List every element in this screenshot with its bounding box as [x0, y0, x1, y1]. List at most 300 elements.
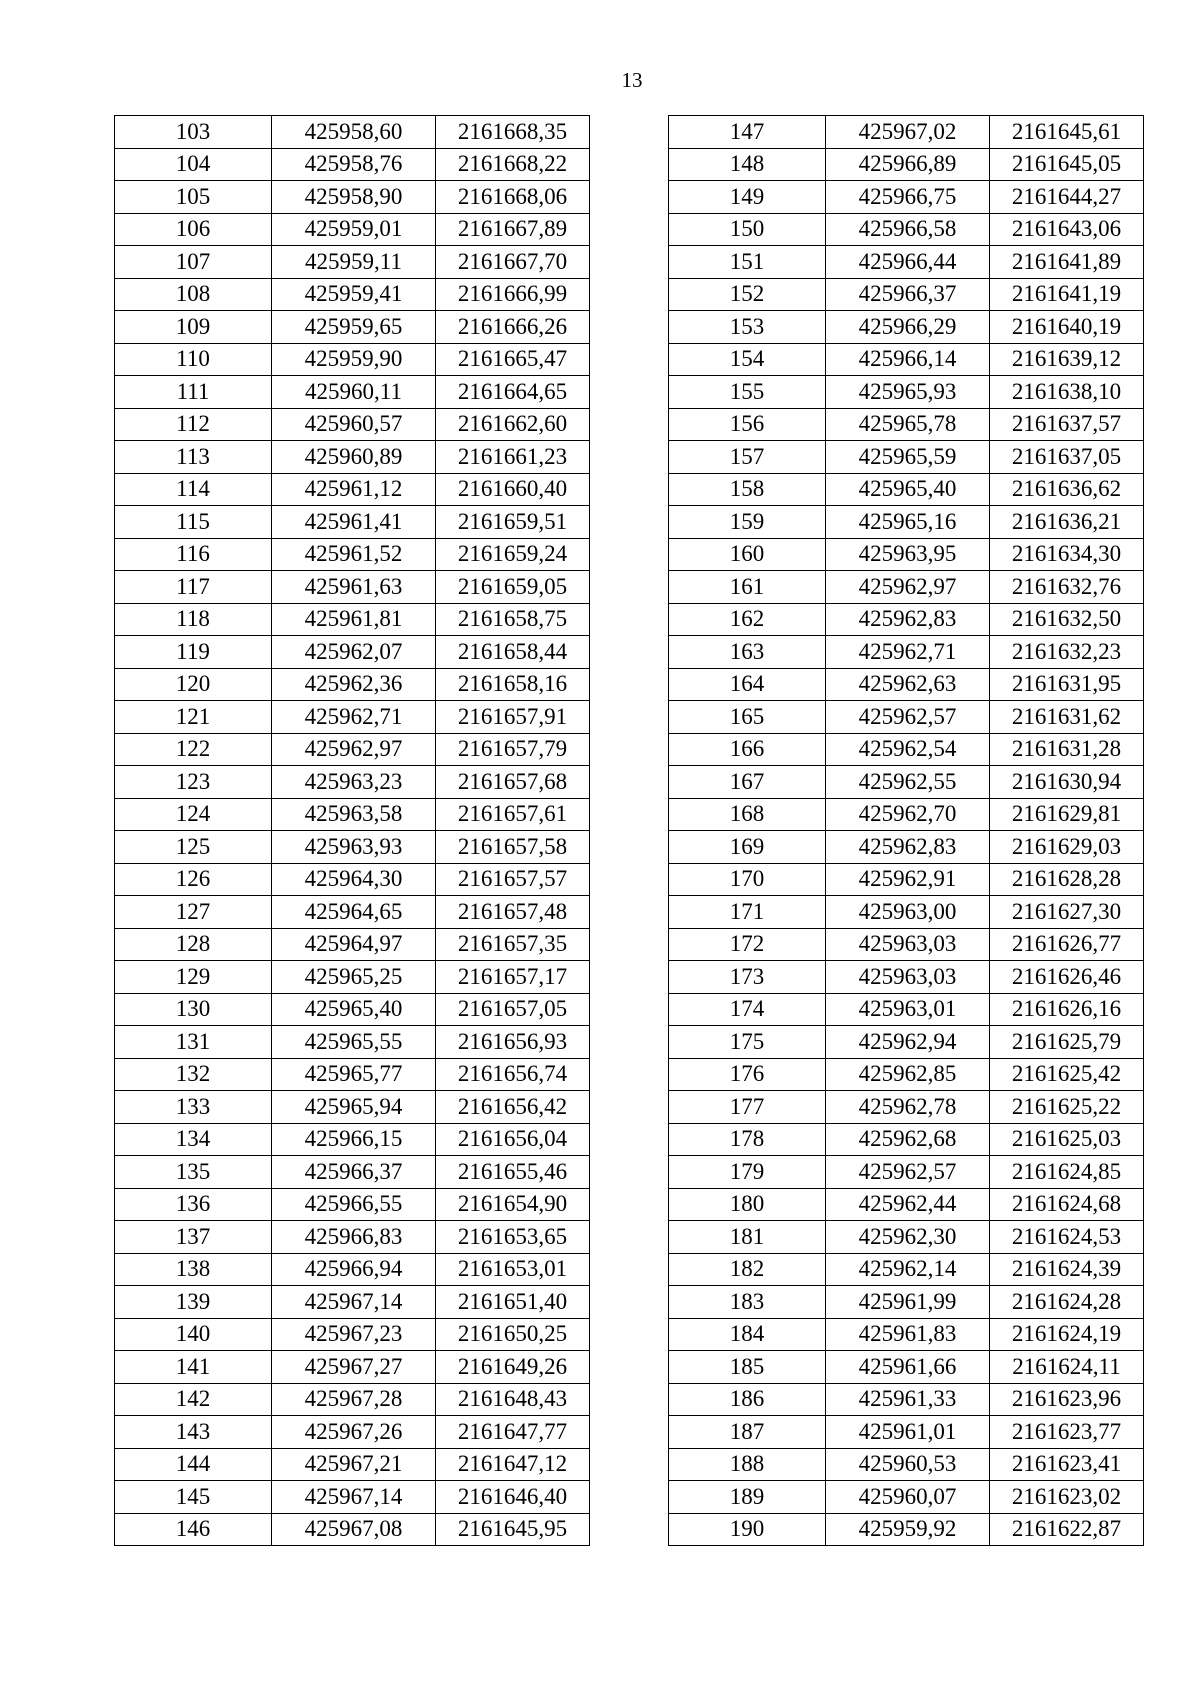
table-row: [669, 148, 1144, 181]
y-coordinate-cell: 2161630,94: [990, 766, 1144, 799]
table-row: [115, 1383, 590, 1416]
table-row: [669, 733, 1144, 766]
y-coordinate-cell: 2161632,23: [990, 636, 1144, 669]
table-row: [669, 863, 1144, 896]
table-row: [115, 961, 590, 994]
y-coordinate-cell: 2161623,77: [990, 1416, 1144, 1449]
x-coordinate-cell: 425966,94: [272, 1253, 436, 1286]
point-number-cell: 112: [115, 408, 272, 441]
point-number-cell: 117: [115, 571, 272, 604]
x-coordinate-cell: 425962,83: [826, 603, 990, 636]
table-row: [669, 441, 1144, 474]
y-coordinate-cell: 2161623,41: [990, 1448, 1144, 1481]
table-row: [115, 896, 590, 929]
point-number-cell: 133: [115, 1091, 272, 1124]
x-coordinate-cell: 425962,54: [826, 733, 990, 766]
table-row: [669, 1058, 1144, 1091]
y-coordinate-cell: 2161636,62: [990, 473, 1144, 506]
x-coordinate-cell: 425962,36: [272, 668, 436, 701]
y-coordinate-cell: 2161664,65: [436, 376, 590, 409]
x-coordinate-cell: 425964,65: [272, 896, 436, 929]
y-coordinate-cell: 2161659,51: [436, 506, 590, 539]
point-number-cell: 128: [115, 928, 272, 961]
point-number-cell: 121: [115, 701, 272, 734]
x-coordinate-cell: 425962,44: [826, 1188, 990, 1221]
y-coordinate-cell: 2161624,85: [990, 1156, 1144, 1189]
table-row: [669, 343, 1144, 376]
table-row: [115, 506, 590, 539]
table-row: [669, 1286, 1144, 1319]
point-number-cell: 144: [115, 1448, 272, 1481]
x-coordinate-cell: 425967,08: [272, 1513, 436, 1546]
x-coordinate-cell: 425959,01: [272, 213, 436, 246]
table-row: [115, 311, 590, 344]
y-coordinate-cell: 2161666,26: [436, 311, 590, 344]
point-number-cell: 174: [669, 993, 826, 1026]
point-number-cell: 182: [669, 1253, 826, 1286]
table-row: [115, 863, 590, 896]
x-coordinate-cell: 425964,97: [272, 928, 436, 961]
x-coordinate-cell: 425967,02: [826, 116, 990, 149]
table-row: [669, 603, 1144, 636]
y-coordinate-cell: 2161644,27: [990, 181, 1144, 214]
table-row: [115, 636, 590, 669]
y-coordinate-cell: 2161657,35: [436, 928, 590, 961]
x-coordinate-cell: 425959,90: [272, 343, 436, 376]
y-coordinate-cell: 2161625,79: [990, 1026, 1144, 1059]
point-number-cell: 116: [115, 538, 272, 571]
x-coordinate-cell: 425966,37: [272, 1156, 436, 1189]
point-number-cell: 134: [115, 1123, 272, 1156]
point-number-cell: 171: [669, 896, 826, 929]
y-coordinate-cell: 2161656,42: [436, 1091, 590, 1124]
y-coordinate-cell: 2161639,12: [990, 343, 1144, 376]
y-coordinate-cell: 2161625,22: [990, 1091, 1144, 1124]
point-number-cell: 140: [115, 1318, 272, 1351]
point-number-cell: 170: [669, 863, 826, 896]
point-number-cell: 168: [669, 798, 826, 831]
y-coordinate-cell: 2161657,91: [436, 701, 590, 734]
y-coordinate-cell: 2161640,19: [990, 311, 1144, 344]
y-coordinate-cell: 2161667,70: [436, 246, 590, 279]
y-coordinate-cell: 2161631,28: [990, 733, 1144, 766]
point-number-cell: 183: [669, 1286, 826, 1319]
x-coordinate-cell: 425963,01: [826, 993, 990, 1026]
point-number-cell: 152: [669, 278, 826, 311]
table-row: [115, 408, 590, 441]
y-coordinate-cell: 2161658,75: [436, 603, 590, 636]
x-coordinate-cell: 425965,55: [272, 1026, 436, 1059]
point-number-cell: 135: [115, 1156, 272, 1189]
point-number-cell: 143: [115, 1416, 272, 1449]
y-coordinate-cell: 2161646,40: [436, 1481, 590, 1514]
table-row: [115, 766, 590, 799]
y-coordinate-cell: 2161657,79: [436, 733, 590, 766]
table-row: [669, 766, 1144, 799]
point-number-cell: 165: [669, 701, 826, 734]
x-coordinate-cell: 425962,97: [272, 733, 436, 766]
y-coordinate-cell: 2161655,46: [436, 1156, 590, 1189]
point-number-cell: 175: [669, 1026, 826, 1059]
y-coordinate-cell: 2161629,81: [990, 798, 1144, 831]
y-coordinate-cell: 2161650,25: [436, 1318, 590, 1351]
table-row: [669, 1253, 1144, 1286]
x-coordinate-cell: 425966,37: [826, 278, 990, 311]
point-number-cell: 142: [115, 1383, 272, 1416]
x-coordinate-cell: 425962,85: [826, 1058, 990, 1091]
point-number-cell: 186: [669, 1383, 826, 1416]
table-row: [115, 376, 590, 409]
table-row: [669, 538, 1144, 571]
y-coordinate-cell: 2161624,39: [990, 1253, 1144, 1286]
y-coordinate-cell: 2161657,17: [436, 961, 590, 994]
table-row: [115, 798, 590, 831]
point-number-cell: 145: [115, 1481, 272, 1514]
table-row: [115, 1058, 590, 1091]
y-coordinate-cell: 2161626,16: [990, 993, 1144, 1026]
point-number-cell: 190: [669, 1513, 826, 1546]
table-row: [669, 1156, 1144, 1189]
table-row: [669, 376, 1144, 409]
point-number-cell: 132: [115, 1058, 272, 1091]
table-row: [115, 1221, 590, 1254]
x-coordinate-cell: 425962,57: [826, 1156, 990, 1189]
point-number-cell: 180: [669, 1188, 826, 1221]
y-coordinate-cell: 2161659,24: [436, 538, 590, 571]
x-coordinate-cell: 425960,57: [272, 408, 436, 441]
x-coordinate-cell: 425962,97: [826, 571, 990, 604]
x-coordinate-cell: 425961,99: [826, 1286, 990, 1319]
y-coordinate-cell: 2161659,05: [436, 571, 590, 604]
y-coordinate-cell: 2161634,30: [990, 538, 1144, 571]
y-coordinate-cell: 2161653,01: [436, 1253, 590, 1286]
x-coordinate-cell: 425965,40: [272, 993, 436, 1026]
y-coordinate-cell: 2161641,89: [990, 246, 1144, 279]
table-row: [115, 538, 590, 571]
x-coordinate-cell: 425962,91: [826, 863, 990, 896]
x-coordinate-cell: 425961,33: [826, 1383, 990, 1416]
point-number-cell: 173: [669, 961, 826, 994]
table-row: [115, 246, 590, 279]
y-coordinate-cell: 2161648,43: [436, 1383, 590, 1416]
x-coordinate-cell: 425965,94: [272, 1091, 436, 1124]
point-number-cell: 124: [115, 798, 272, 831]
point-number-cell: 151: [669, 246, 826, 279]
y-coordinate-cell: 2161668,06: [436, 181, 590, 214]
y-coordinate-cell: 2161641,19: [990, 278, 1144, 311]
y-coordinate-cell: 2161638,10: [990, 376, 1144, 409]
table-row: [669, 311, 1144, 344]
point-number-cell: 109: [115, 311, 272, 344]
point-number-cell: 181: [669, 1221, 826, 1254]
table-row: [115, 668, 590, 701]
point-number-cell: 153: [669, 311, 826, 344]
point-number-cell: 155: [669, 376, 826, 409]
point-number-cell: 149: [669, 181, 826, 214]
table-row: [669, 668, 1144, 701]
x-coordinate-cell: 425962,07: [272, 636, 436, 669]
point-number-cell: 167: [669, 766, 826, 799]
x-coordinate-cell: 425963,00: [826, 896, 990, 929]
point-number-cell: 189: [669, 1481, 826, 1514]
point-number-cell: 126: [115, 863, 272, 896]
point-number-cell: 110: [115, 343, 272, 376]
x-coordinate-cell: 425962,55: [826, 766, 990, 799]
x-coordinate-cell: 425967,28: [272, 1383, 436, 1416]
x-coordinate-cell: 425962,68: [826, 1123, 990, 1156]
table-row: [115, 278, 590, 311]
table-row: [669, 1091, 1144, 1124]
table-row: [669, 928, 1144, 961]
x-coordinate-cell: 425962,94: [826, 1026, 990, 1059]
table-row: [115, 148, 590, 181]
y-coordinate-cell: 2161625,42: [990, 1058, 1144, 1091]
y-coordinate-cell: 2161666,99: [436, 278, 590, 311]
point-number-cell: 123: [115, 766, 272, 799]
table-row: [115, 116, 590, 149]
y-coordinate-cell: 2161624,68: [990, 1188, 1144, 1221]
point-number-cell: 113: [115, 441, 272, 474]
table-row: [669, 961, 1144, 994]
table-row: [115, 1253, 590, 1286]
x-coordinate-cell: 425958,90: [272, 181, 436, 214]
table-row: [115, 831, 590, 864]
table-row: [115, 1318, 590, 1351]
y-coordinate-cell: 2161651,40: [436, 1286, 590, 1319]
x-coordinate-cell: 425960,07: [826, 1481, 990, 1514]
point-number-cell: 122: [115, 733, 272, 766]
point-number-cell: 184: [669, 1318, 826, 1351]
x-coordinate-cell: 425966,29: [826, 311, 990, 344]
y-coordinate-cell: 2161626,77: [990, 928, 1144, 961]
table-row: [115, 928, 590, 961]
x-coordinate-cell: 425966,75: [826, 181, 990, 214]
point-number-cell: 164: [669, 668, 826, 701]
x-coordinate-cell: 425966,44: [826, 246, 990, 279]
y-coordinate-cell: 2161656,04: [436, 1123, 590, 1156]
table-row: [115, 213, 590, 246]
table-row: [669, 506, 1144, 539]
y-coordinate-cell: 2161662,60: [436, 408, 590, 441]
table-row: [115, 1156, 590, 1189]
x-coordinate-cell: 425966,83: [272, 1221, 436, 1254]
table-row: [669, 213, 1144, 246]
table-row: [669, 1416, 1144, 1449]
x-coordinate-cell: 425967,26: [272, 1416, 436, 1449]
y-coordinate-cell: 2161643,06: [990, 213, 1144, 246]
point-number-cell: 115: [115, 506, 272, 539]
y-coordinate-cell: 2161657,58: [436, 831, 590, 864]
table-row: [115, 441, 590, 474]
x-coordinate-cell: 425959,92: [826, 1513, 990, 1546]
y-coordinate-cell: 2161657,61: [436, 798, 590, 831]
y-coordinate-cell: 2161645,61: [990, 116, 1144, 149]
y-coordinate-cell: 2161623,02: [990, 1481, 1144, 1514]
y-coordinate-cell: 2161667,89: [436, 213, 590, 246]
x-coordinate-cell: 425962,70: [826, 798, 990, 831]
x-coordinate-cell: 425961,63: [272, 571, 436, 604]
x-coordinate-cell: 425965,93: [826, 376, 990, 409]
x-coordinate-cell: 425967,14: [272, 1481, 436, 1514]
x-coordinate-cell: 425967,21: [272, 1448, 436, 1481]
y-coordinate-cell: 2161623,96: [990, 1383, 1144, 1416]
point-number-cell: 150: [669, 213, 826, 246]
x-coordinate-cell: 425966,15: [272, 1123, 436, 1156]
point-number-cell: 178: [669, 1123, 826, 1156]
y-coordinate-cell: 2161625,03: [990, 1123, 1144, 1156]
point-number-cell: 129: [115, 961, 272, 994]
table-row: [669, 1318, 1144, 1351]
y-coordinate-cell: 2161645,95: [436, 1513, 590, 1546]
y-coordinate-cell: 2161668,22: [436, 148, 590, 181]
point-number-cell: 147: [669, 116, 826, 149]
x-coordinate-cell: 425960,11: [272, 376, 436, 409]
point-number-cell: 172: [669, 928, 826, 961]
point-number-cell: 154: [669, 343, 826, 376]
x-coordinate-cell: 425962,14: [826, 1253, 990, 1286]
x-coordinate-cell: 425960,53: [826, 1448, 990, 1481]
x-coordinate-cell: 425958,60: [272, 116, 436, 149]
x-coordinate-cell: 425961,81: [272, 603, 436, 636]
point-number-cell: 179: [669, 1156, 826, 1189]
coordinates-table-left: [114, 115, 590, 1546]
y-coordinate-cell: 2161637,57: [990, 408, 1144, 441]
table-row: [669, 798, 1144, 831]
x-coordinate-cell: 425966,89: [826, 148, 990, 181]
x-coordinate-cell: 425962,57: [826, 701, 990, 734]
x-coordinate-cell: 425961,41: [272, 506, 436, 539]
table-row: [669, 1513, 1144, 1546]
table-row: [669, 701, 1144, 734]
table-row: [669, 473, 1144, 506]
table-row: [669, 278, 1144, 311]
y-coordinate-cell: 2161656,93: [436, 1026, 590, 1059]
point-number-cell: 141: [115, 1351, 272, 1384]
x-coordinate-cell: 425959,41: [272, 278, 436, 311]
x-coordinate-cell: 425967,14: [272, 1286, 436, 1319]
y-coordinate-cell: 2161631,62: [990, 701, 1144, 734]
coordinates-table-right: [668, 115, 1144, 1546]
table-row: [115, 1481, 590, 1514]
x-coordinate-cell: 425962,63: [826, 668, 990, 701]
y-coordinate-cell: 2161661,23: [436, 441, 590, 474]
x-coordinate-cell: 425967,23: [272, 1318, 436, 1351]
x-coordinate-cell: 425963,23: [272, 766, 436, 799]
x-coordinate-cell: 425959,65: [272, 311, 436, 344]
table-row: [669, 246, 1144, 279]
y-coordinate-cell: 2161626,46: [990, 961, 1144, 994]
x-coordinate-cell: 425963,03: [826, 961, 990, 994]
y-coordinate-cell: 2161647,77: [436, 1416, 590, 1449]
table-row: [115, 1513, 590, 1546]
point-number-cell: 120: [115, 668, 272, 701]
x-coordinate-cell: 425963,58: [272, 798, 436, 831]
point-number-cell: 111: [115, 376, 272, 409]
x-coordinate-cell: 425960,89: [272, 441, 436, 474]
x-coordinate-cell: 425961,66: [826, 1351, 990, 1384]
y-coordinate-cell: 2161665,47: [436, 343, 590, 376]
y-coordinate-cell: 2161668,35: [436, 116, 590, 149]
table-row: [115, 1286, 590, 1319]
table-row: [669, 116, 1144, 149]
x-coordinate-cell: 425962,71: [826, 636, 990, 669]
x-coordinate-cell: 425958,76: [272, 148, 436, 181]
point-number-cell: 138: [115, 1253, 272, 1286]
point-number-cell: 177: [669, 1091, 826, 1124]
table-row: [669, 1448, 1144, 1481]
table-row: [669, 571, 1144, 604]
y-coordinate-cell: 2161631,95: [990, 668, 1144, 701]
point-number-cell: 106: [115, 213, 272, 246]
y-coordinate-cell: 2161637,05: [990, 441, 1144, 474]
y-coordinate-cell: 2161636,21: [990, 506, 1144, 539]
table-row: [115, 993, 590, 1026]
table-row: [115, 343, 590, 376]
table-row: [115, 181, 590, 214]
y-coordinate-cell: 2161647,12: [436, 1448, 590, 1481]
point-number-cell: 103: [115, 116, 272, 149]
x-coordinate-cell: 425963,95: [826, 538, 990, 571]
table-row: [115, 1026, 590, 1059]
y-coordinate-cell: 2161660,40: [436, 473, 590, 506]
point-number-cell: 158: [669, 473, 826, 506]
table-row: [669, 1188, 1144, 1221]
table-row: [115, 1091, 590, 1124]
x-coordinate-cell: 425967,27: [272, 1351, 436, 1384]
x-coordinate-cell: 425961,83: [826, 1318, 990, 1351]
x-coordinate-cell: 425963,03: [826, 928, 990, 961]
y-coordinate-cell: 2161632,50: [990, 603, 1144, 636]
table-row: [115, 571, 590, 604]
table-row: [669, 181, 1144, 214]
x-coordinate-cell: 425963,93: [272, 831, 436, 864]
point-number-cell: 136: [115, 1188, 272, 1221]
point-number-cell: 127: [115, 896, 272, 929]
table-row: [669, 831, 1144, 864]
x-coordinate-cell: 425966,58: [826, 213, 990, 246]
x-coordinate-cell: 425965,77: [272, 1058, 436, 1091]
table-row: [669, 636, 1144, 669]
y-coordinate-cell: 2161624,53: [990, 1221, 1144, 1254]
point-number-cell: 157: [669, 441, 826, 474]
x-coordinate-cell: 425962,30: [826, 1221, 990, 1254]
table-row: [669, 408, 1144, 441]
x-coordinate-cell: 425962,78: [826, 1091, 990, 1124]
point-number-cell: 105: [115, 181, 272, 214]
point-number-cell: 119: [115, 636, 272, 669]
point-number-cell: 137: [115, 1221, 272, 1254]
point-number-cell: 118: [115, 603, 272, 636]
table-row: [669, 1221, 1144, 1254]
x-coordinate-cell: 425961,01: [826, 1416, 990, 1449]
y-coordinate-cell: 2161624,28: [990, 1286, 1144, 1319]
x-coordinate-cell: 425965,78: [826, 408, 990, 441]
y-coordinate-cell: 2161649,26: [436, 1351, 590, 1384]
point-number-cell: 104: [115, 148, 272, 181]
table-row: [669, 1351, 1144, 1384]
x-coordinate-cell: 425965,25: [272, 961, 436, 994]
x-coordinate-cell: 425962,71: [272, 701, 436, 734]
table-row: [115, 701, 590, 734]
y-coordinate-cell: 2161658,16: [436, 668, 590, 701]
table-row: [669, 1481, 1144, 1514]
table-row: [669, 1026, 1144, 1059]
y-coordinate-cell: 2161632,76: [990, 571, 1144, 604]
x-coordinate-cell: 425966,55: [272, 1188, 436, 1221]
point-number-cell: 125: [115, 831, 272, 864]
x-coordinate-cell: 425959,11: [272, 246, 436, 279]
table-row: [115, 1123, 590, 1156]
